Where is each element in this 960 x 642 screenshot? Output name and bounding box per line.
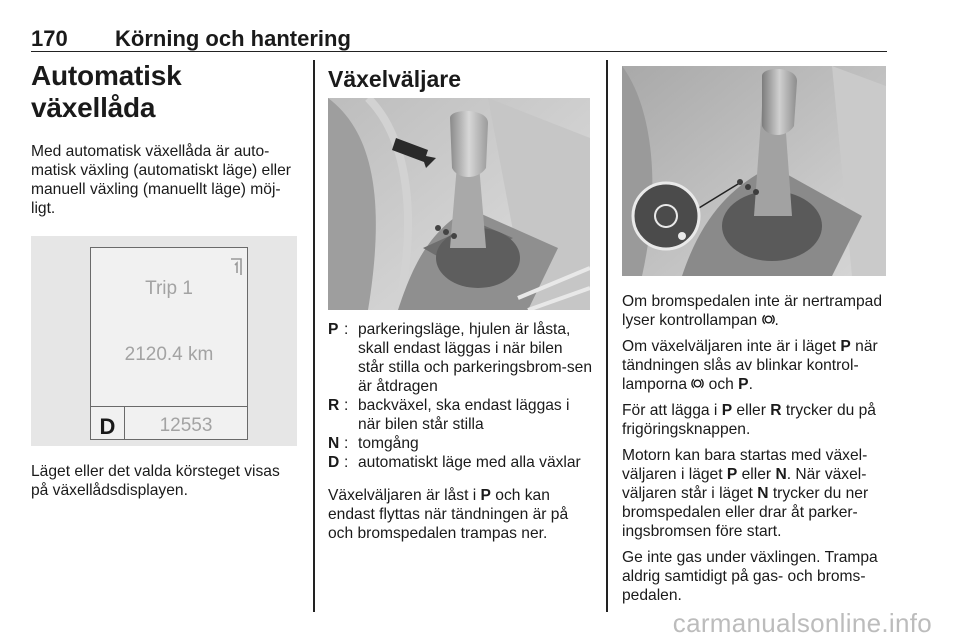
definition-key: R <box>328 397 340 414</box>
transmission-display-illustration <box>31 236 297 446</box>
definition-key: D <box>328 454 340 471</box>
release-button-photo <box>622 66 886 276</box>
paragraph-text: . <box>774 312 779 329</box>
gear-selector-photo <box>328 98 590 310</box>
start-paragraph <box>622 446 888 541</box>
selector-heading: Växelväljare <box>328 66 462 92</box>
gear-key: R <box>770 402 782 419</box>
definition-text: automatiskt läge med alla växlar <box>358 454 581 471</box>
definition-row <box>328 320 592 396</box>
lock-text: och kan endast flyttas när tändningen är på och bromspedalen trampas ner. <box>328 487 569 542</box>
paragraph-text: när tändningen slås av blinkar kontrol-lamporna <box>622 338 878 393</box>
intro-paragraph: Med automatisk växellåda är auto-matisk växling (automatiskt läge) eller manuell växling (manuellt läge) möj-ligt. <box>31 143 291 217</box>
paragraph-text: trycker du på frigöringsknappen. <box>622 402 876 438</box>
column-divider <box>606 60 608 612</box>
page-header <box>31 24 887 52</box>
gear-key: P <box>840 338 851 355</box>
definition-separator: : <box>344 435 349 452</box>
column-1 <box>31 60 301 264</box>
definition-row <box>328 434 592 453</box>
lock-key: P <box>480 487 491 504</box>
column-3-text <box>622 292 888 605</box>
lock-paragraph <box>328 486 592 543</box>
gear-key: N <box>775 466 787 483</box>
trip-distance: 2120.4 km <box>124 344 214 365</box>
paragraph-text: . När växel-väljaren står i läget <box>622 466 867 502</box>
brake-warning-icon <box>691 377 704 390</box>
gear-key: N <box>757 485 769 502</box>
display-divider <box>91 406 247 407</box>
paragraph-text: eller <box>732 402 771 419</box>
gear-definitions <box>328 320 592 543</box>
column-divider <box>313 60 315 612</box>
definition-separator: : <box>344 397 349 414</box>
paragraph-text: och <box>704 376 739 393</box>
chapter-heading: Automatisk växellåda <box>31 60 182 123</box>
lock-text: Växelväljaren är låst i <box>328 487 481 504</box>
paragraph-text: . <box>748 376 753 393</box>
paragraph-text: eller <box>737 466 776 483</box>
paragraph-text: Om bromspedalen inte är nertrampad lyser kontrollampan <box>622 293 883 329</box>
gear-key: P <box>738 376 749 393</box>
page-number: 170 <box>31 26 68 51</box>
definition-separator: : <box>344 454 349 471</box>
release-paragraph <box>622 401 888 439</box>
paragraph-text: För att lägga i <box>622 402 722 419</box>
watermark: carmanualsonline.info <box>672 608 932 638</box>
paragraph-text: Om växelväljaren inte är i läget <box>622 338 841 355</box>
definition-text: tomgång <box>358 435 419 452</box>
gear-key: P <box>726 466 738 483</box>
definition-text: parkeringsläge, hjulen är låsta, skall endast läggas i när bilen står stilla och parkeringsbrom-sen är åtdragen <box>358 321 592 395</box>
column-2 <box>328 60 592 92</box>
trip-label: Trip 1 <box>145 278 193 299</box>
trip-reset-icon <box>229 255 243 277</box>
display-caption: Läget eller det valda körsteget visas på växellådsdisplayen. <box>31 463 280 499</box>
paragraph-text: trycker du ner bromspedalen eller drar åt parker-ingsbromsen före start. <box>622 485 869 540</box>
gear-indicator: D <box>99 414 116 439</box>
definition-row <box>328 396 592 434</box>
definition-key: P <box>328 321 339 338</box>
throttle-paragraph: Ge inte gas under växlingen. Trampa aldrig samtidigt på gas- och broms-pedalen. <box>622 549 878 604</box>
ignition-paragraph <box>622 337 888 394</box>
gear-key: P <box>721 402 733 419</box>
definition-row <box>328 453 592 472</box>
definition-key: N <box>328 435 340 452</box>
display-frame <box>90 247 248 440</box>
definition-separator: : <box>344 321 349 338</box>
brake-warning-icon <box>762 313 775 326</box>
definition-text: backväxel, ska endast läggas i när bilen står stilla <box>358 397 570 433</box>
section-title: Körning och hantering <box>115 26 351 51</box>
odometer-value: 12553 <box>159 415 213 436</box>
paragraph-text: Motorn kan bara startas med växel-väljaren i läget <box>622 447 868 483</box>
warning-lamp-paragraph <box>622 292 888 330</box>
